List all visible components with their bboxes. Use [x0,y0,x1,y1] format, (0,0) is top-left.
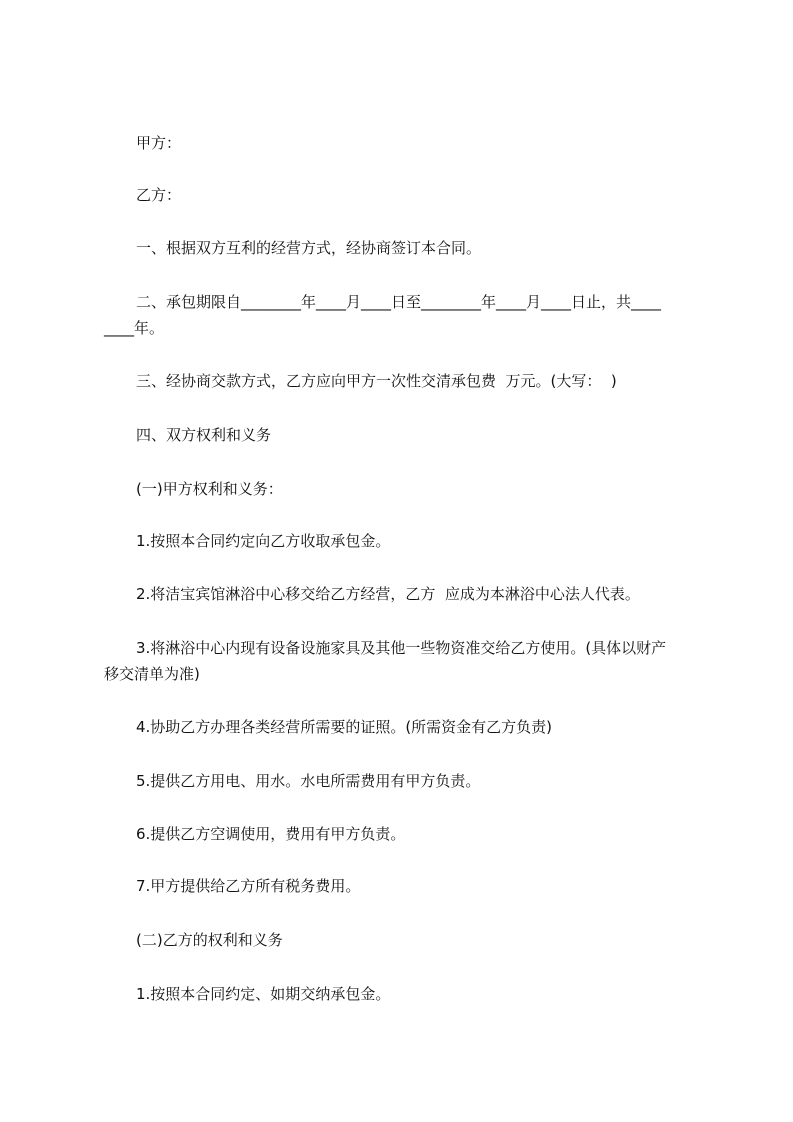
clause-2-line-1: 二、承包期限自________年____月____日至________年____月____日止，共____ [136,293,662,311]
section-a-item-6: 6.提供乙方空调使用，费用有甲方负责。 [136,825,406,843]
section-a-item-3-line-1: 3.将淋浴中心内现有设备设施家具及其他一些物资准交给乙方使用。(具体以财产 [136,639,667,657]
section-a-item-1: 1.按照本合同约定向乙方收取承包金。 [136,532,391,550]
party-a-label: 甲方： [136,134,182,152]
section-a-item-3-line-2: 移交清单为准) [104,665,200,683]
party-b-label: 乙方： [136,186,182,204]
clause-3: 三、经协商交款方式，乙方应向甲方一次性交清承包费 万元。(大写： ) [136,372,617,390]
section-a-item-4: 4.协助乙方办理各类经营所需要的证照。(所需资金有乙方负责) [136,718,553,736]
section-a-item-7: 7.甲方提供给乙方所有税务费用。 [136,877,361,895]
section-a-title: (一)甲方权利和义务： [136,480,283,498]
section-a-item-5: 5.提供乙方用电、用水。水电所需费用有甲方负责。 [136,772,481,790]
section-a-item-2: 2.将洁宝宾馆淋浴中心移交给乙方经营，乙方 应成为本淋浴中心法人代表。 [136,585,640,603]
section-b-item-1: 1.按照本合同约定、如期交纳承包金。 [136,985,391,1003]
clause-1: 一、根据双方互利的经营方式，经协商签订本合同。 [136,239,482,257]
clause-2-line-2: ____年。 [104,319,165,337]
clause-4-heading: 四、双方权利和义务 [136,426,272,444]
section-b-title: (二)乙方的权利和义务 [136,931,283,949]
